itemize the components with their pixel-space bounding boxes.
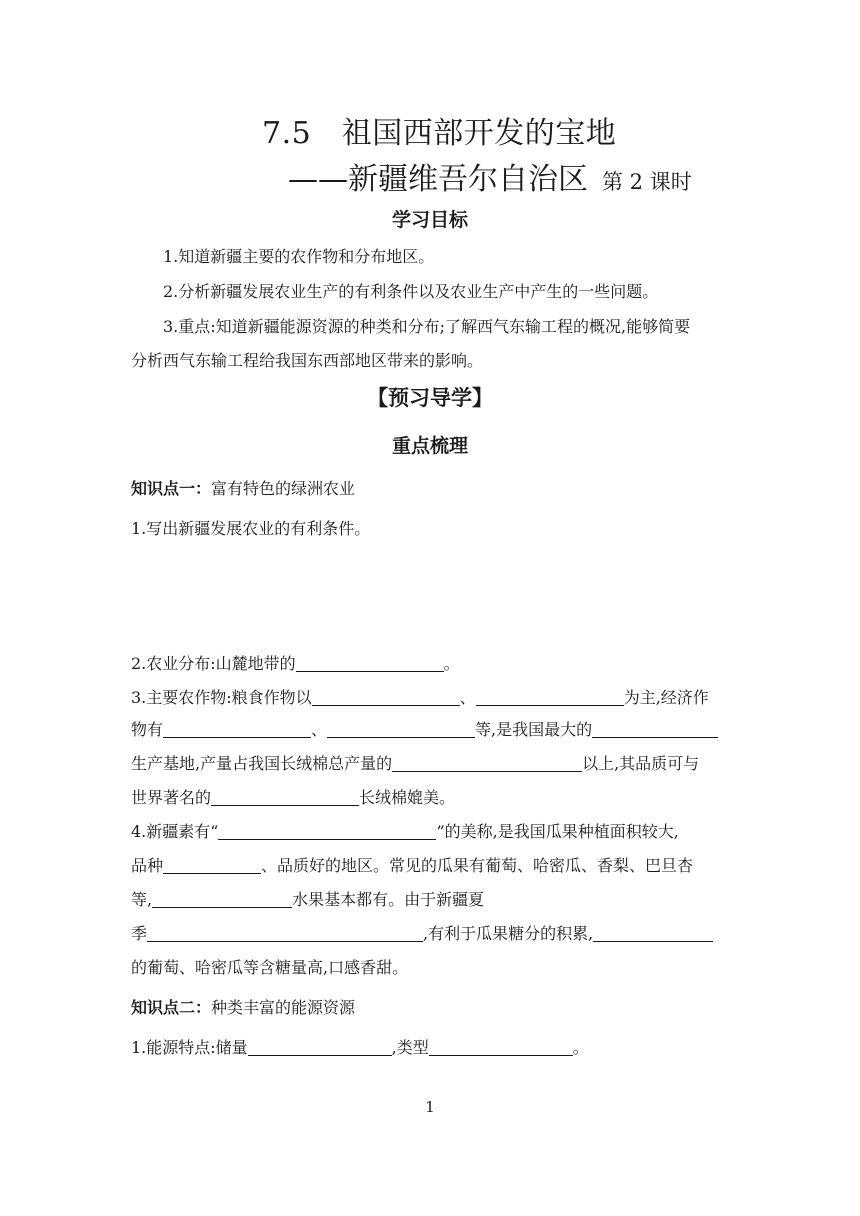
kp1-question-1: 1.写出新疆发展农业的有利条件。 (131, 519, 371, 538)
preview-heading: 【预习导学】 (367, 386, 493, 410)
answer-blank[interactable] (392, 754, 582, 772)
answer-blank[interactable] (147, 924, 423, 942)
q4-text-c: 品种 (131, 856, 164, 875)
answer-blank[interactable] (429, 1038, 573, 1056)
page-number: 1 (425, 1098, 435, 1116)
page-title: 7.5 祖国西部开发的宝地 (262, 116, 617, 151)
kp1-question-4-line3 (131, 889, 484, 911)
q4-text-g: 季 (131, 924, 148, 943)
answer-blank[interactable] (296, 654, 444, 672)
kp1-heading (131, 478, 355, 500)
goal-item-2: 2.分析新疆发展农业生产的有利条件以及农业生产中产生的一些问题。 (163, 282, 659, 301)
answer-blank[interactable] (163, 856, 261, 874)
answer-blank[interactable] (211, 788, 359, 806)
kp2-q1-text-b: ,类型 (391, 1038, 429, 1057)
kp2-title: 种类丰富的能源资源 (211, 998, 356, 1017)
kp1-question-3-line2 (131, 719, 718, 741)
answer-blank[interactable] (152, 890, 292, 908)
q3-text-b: 、 (459, 688, 476, 707)
q4-text-h: ,有利于瓜果糖分的积累, (423, 924, 594, 943)
answer-blank[interactable] (248, 1038, 392, 1056)
kp1-title: 富有特色的绿洲农业 (211, 479, 356, 498)
kp1-question-4-line2 (131, 855, 693, 877)
q4-text-f: 水果基本都有。由于新疆夏 (292, 890, 485, 909)
kp1-question-3-line1 (131, 687, 709, 709)
goal-item-3-line1: 3.重点:知道新疆能源资源的种类和分布;了解西气东输工程的概况,能够简要 (163, 317, 691, 336)
q3-text-h: 以上,其品质可与 (582, 754, 700, 773)
answer-blank[interactable] (163, 720, 311, 738)
q3-text-e: 、 (311, 720, 328, 739)
page-subtitle (288, 154, 692, 198)
goal-item-1: 1.知道新疆主要的农作物和分布地区。 (163, 247, 435, 266)
kp1-question-2 (131, 653, 460, 675)
q4-text-d: 、品质好的地区。常见的瓜果有葡萄、哈密瓜、香梨、巴旦杏 (261, 856, 694, 875)
answer-blank[interactable] (593, 924, 713, 942)
subtitle-text: ——新疆维吾尔自治区 (288, 162, 588, 197)
answer-blank[interactable] (327, 720, 475, 738)
q3-text-j: 长绒棉媲美。 (359, 788, 456, 807)
q4-text-b: ”的美称,是我国瓜果种植面积较大, (436, 822, 679, 841)
kp1-label: 知识点一： (131, 479, 212, 498)
goals-heading: 学习目标 (391, 209, 468, 231)
kp1-question-4-line1 (131, 821, 679, 843)
answer-blank[interactable] (218, 822, 436, 840)
q3-text-a: 3.主要农作物:粮食作物以 (131, 688, 312, 707)
q2-text-b: 。 (443, 654, 460, 673)
kp2-q1-text-a: 1.能源特点:储量 (131, 1038, 248, 1057)
answer-blank[interactable] (592, 720, 718, 738)
focus-heading: 重点梳理 (391, 435, 468, 457)
answer-blank[interactable] (476, 688, 624, 706)
goal-item-3-line2: 分析西气东输工程给我国东西部地区带来的影响。 (131, 351, 484, 370)
q4-text-e: 等, (131, 890, 153, 909)
q3-text-c: 为主,经济作 (623, 688, 709, 707)
q3-text-g: 生产基地,产量占我国长绒棉总产量的 (131, 754, 393, 773)
kp2-label: 知识点二： (131, 998, 212, 1017)
lesson-label: 第 2 课时 (602, 170, 692, 194)
kp1-question-4-line4 (131, 923, 713, 945)
q3-text-d: 物有 (131, 720, 164, 739)
kp2-q1-text-c: 。 (572, 1038, 589, 1057)
kp1-question-3-line4 (131, 787, 455, 809)
kp2-heading (131, 997, 355, 1019)
q4-text-a: 4.新疆素有“ (131, 822, 219, 841)
kp1-question-3-line3 (131, 753, 699, 775)
answer-blank[interactable] (312, 688, 460, 706)
kp2-question-1 (131, 1037, 589, 1059)
q3-text-f: 等,是我国最大的 (475, 720, 593, 739)
q3-text-i: 世界著名的 (131, 788, 212, 807)
q2-text-a: 2.农业分布:山麓地带的 (131, 654, 296, 673)
kp1-question-4-line5: 的葡萄、哈密瓜等含糖量高,口感香甜。 (131, 958, 409, 977)
